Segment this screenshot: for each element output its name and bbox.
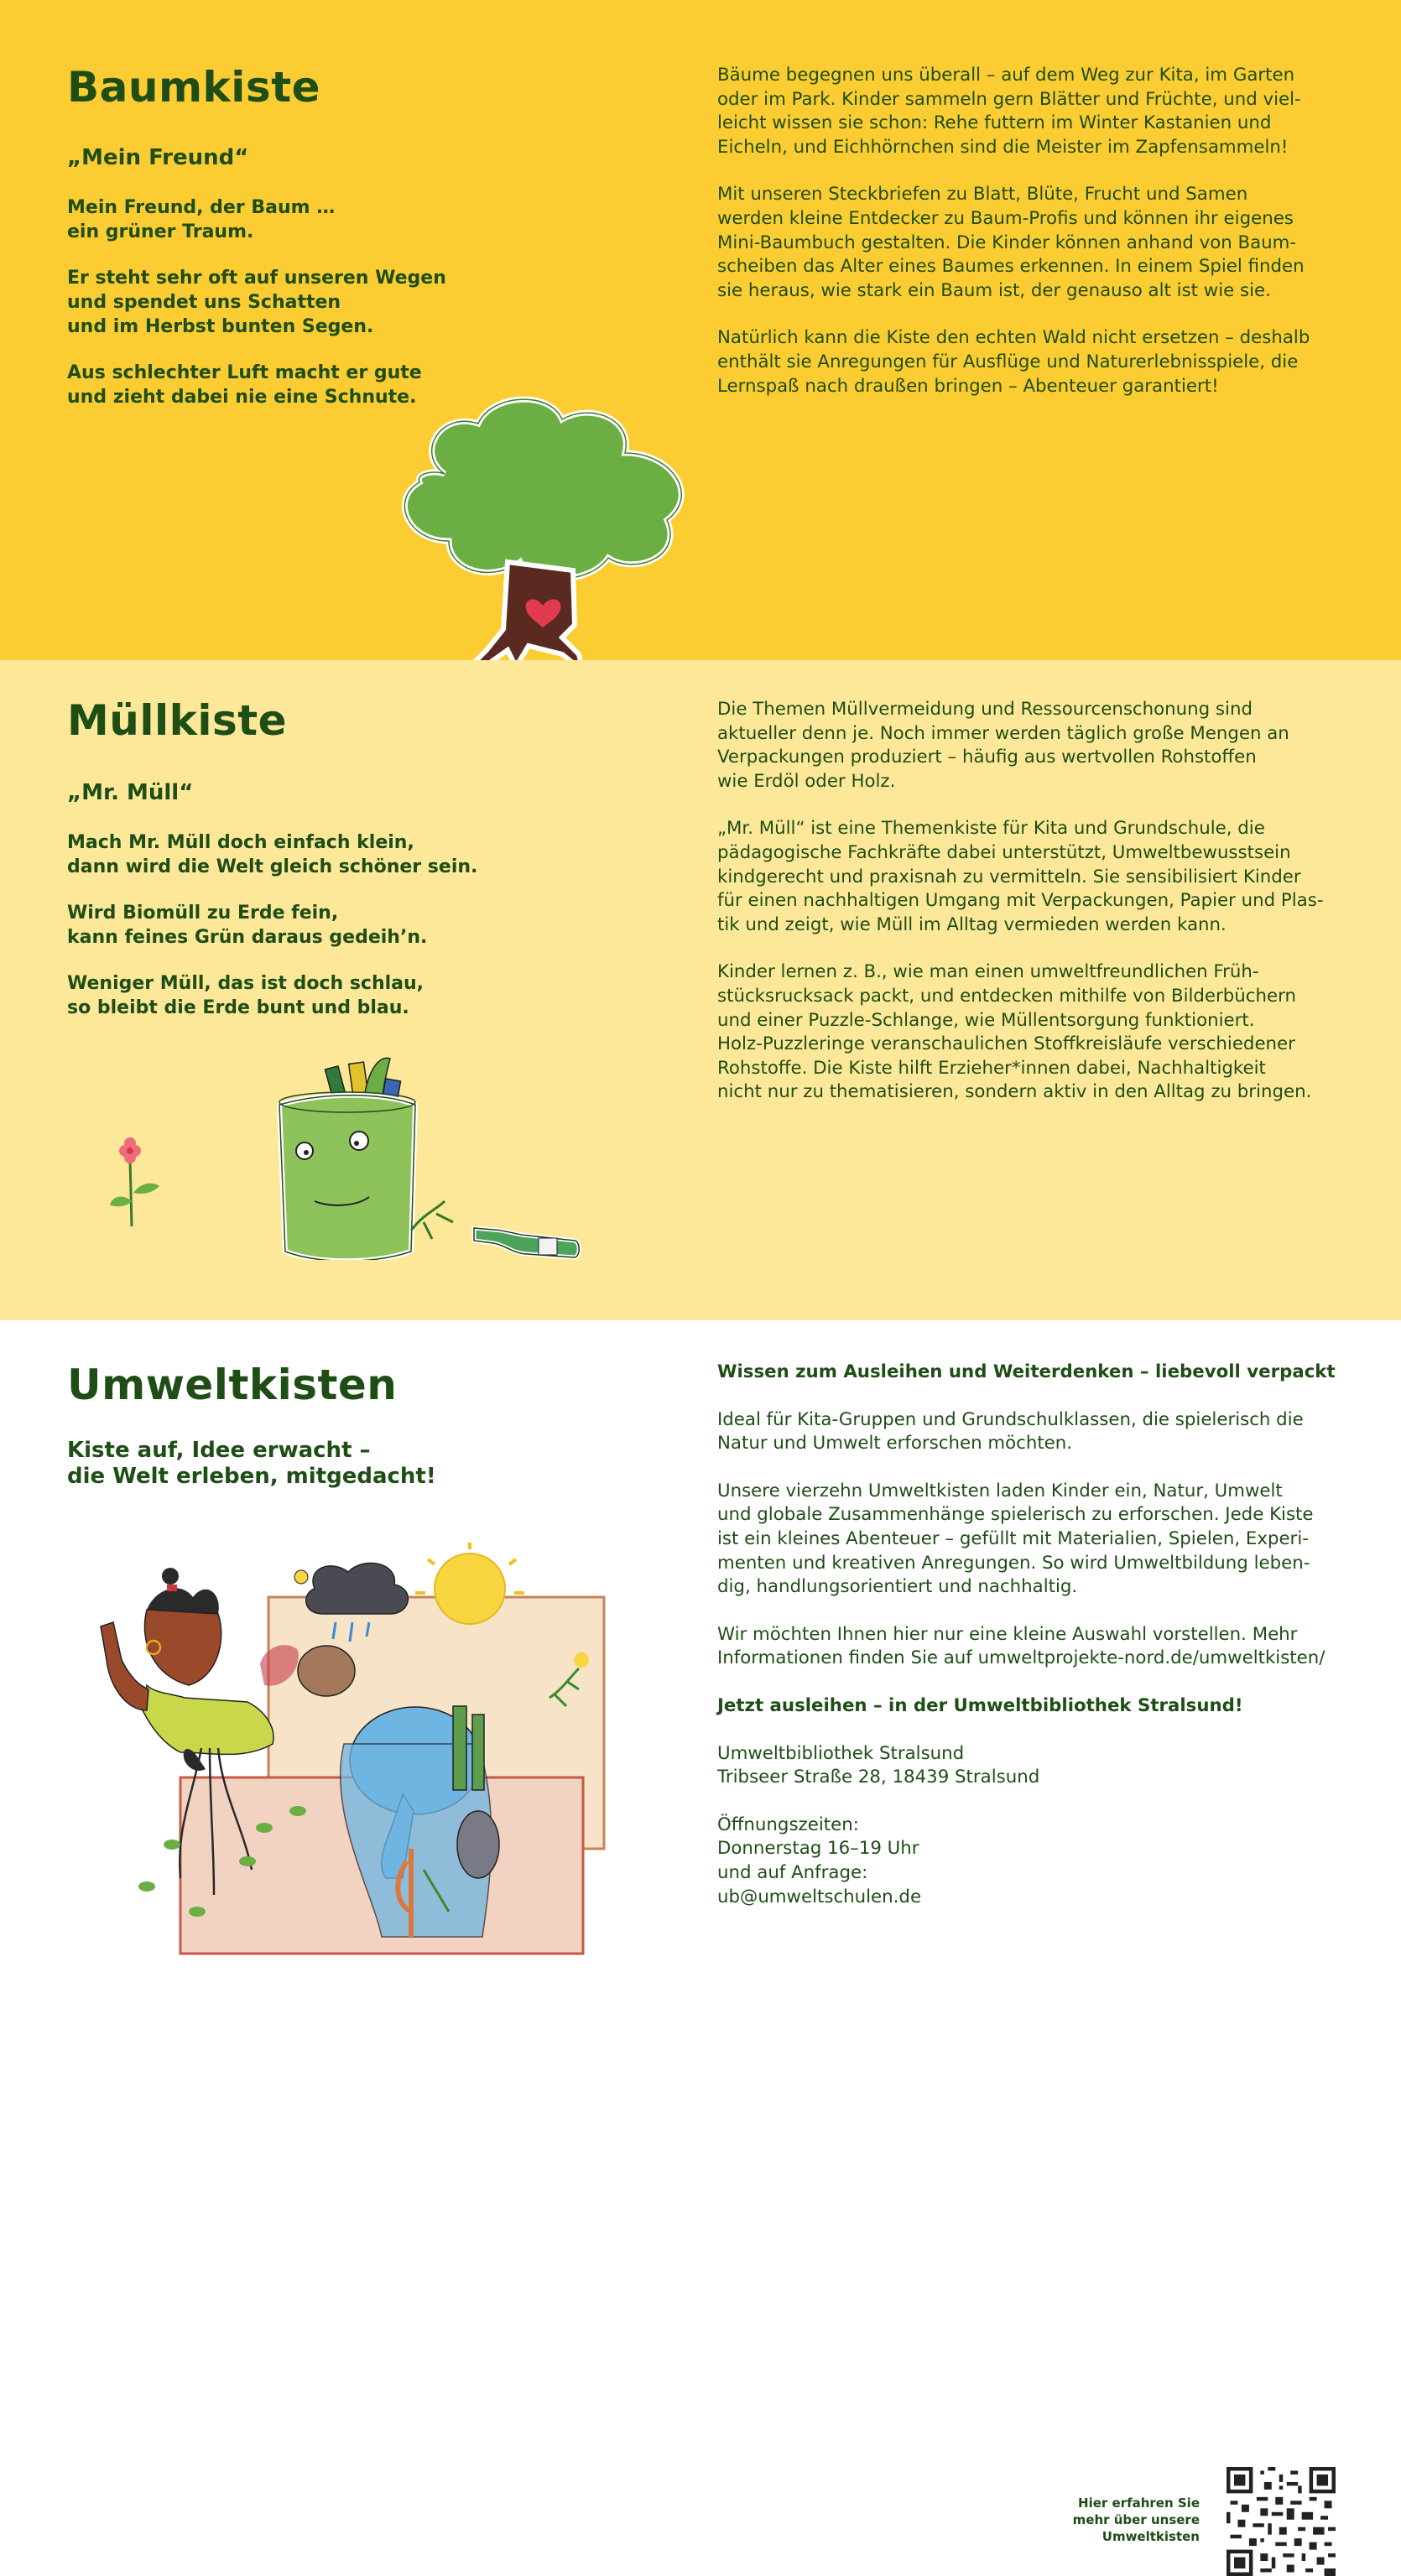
umweltkisten-section <box>0 1320 1401 2544</box>
poem-stanza: Weniger Müll, das ist doch schlau, so bleibt die Erde bunt und blau. <box>67 973 424 1018</box>
poem-stanza: Mein Freund, der Baum … ein grüner Traum. <box>67 197 336 242</box>
description-paragraph: Mit unseren Steckbriefen zu Blatt, Blüte, Frucht und Samen werden kleine Entdecker zu Baum-Profis und können ihr eigenes Mini-Baumbuch gestalten. Die Kinder können anhand von Baum- scheiben das Alter eines Baumes erkennen. In einem Spiel finden sie heraus, wie stark ein Baum ist, der genauso alt ist wie sie. <box>717 184 1305 301</box>
umweltkisten-headline: Wissen zum Ausleihen und Weiterdenken – liebevoll verpackt <box>717 1361 1336 1382</box>
description-paragraph: Kinder lernen z. B., wie man einen umweltfreundlichen Früh- stücksrucksack packt, und entdecken mithilfe von Bilderbüchern und einer Puzzle-Schlange, wie Müllentsorgung funktioniert. Holz-Puzzleringe veranschaulichen Stoffkreisläufe verschiedener Rohstoffe. Die Kiste hilft Erzieher*innen dabei, Nachhaltigkeit nicht nur zu thematisieren, sondern aktiv in den Alltag zu bringen. <box>717 961 1312 1103</box>
baumkiste-poem <box>67 195 654 409</box>
muellkiste-left-column <box>67 696 654 1042</box>
opening-hours: Öffnungszeiten: Donnerstag 16–19 Uhr und auf Anfrage: ub@umweltschulen.de <box>717 1814 922 1907</box>
description-paragraph: Die Themen Müllvermeidung und Ressourcenschonung sind aktueller denn je. Noch immer werden täglich große Mengen an Verpackungen produziert – häufig aus wertvollen Rohstoffen wie Erdöl oder Holz. <box>717 699 1289 792</box>
muellkiste-poem <box>67 830 654 1020</box>
poem-stanza: Aus schlechter Luft macht er gute und zieht dabei nie eine Schnute. <box>67 362 422 408</box>
qr-caption: Hier erfahren Sie mehr über unsere Umweltkisten <box>1072 2495 1200 2544</box>
description-paragraph: „Mr. Müll“ ist eine Themenkiste für Kita und Grundschule, die pädagogische Fachkräfte dabei unterstützt, Umweltbewusstsein kindgerecht und praxisnah zu vermitteln. Sie sensibilisiert Kinder für einen nachhaltigen Umgang mit Verpackungen, Papier und Plas- tik und zeigt, wie Müll im Alltag vermieden werden kann. <box>717 818 1324 935</box>
umweltkisten-title: Umweltkisten <box>67 1361 398 1409</box>
trash-can-drawing <box>264 1042 466 1260</box>
library-address: Umweltbibliothek Stralsund Tribseer Straße 28, 18439 Stralsund <box>717 1742 1040 1788</box>
muellkiste-description <box>717 698 1338 1128</box>
poem-stanza: Er steht sehr oft auf unseren Wegen und spendet uns Schatten und im Herbst bunten Segen. <box>67 268 446 337</box>
baumkiste-description <box>717 64 1338 422</box>
muellkiste-subtitle: „Mr. Müll“ <box>67 780 194 805</box>
baumkiste-subtitle: „Mein Freund“ <box>67 145 249 170</box>
baumkiste-left-column <box>67 63 654 431</box>
baumkiste-title: Baumkiste <box>67 63 321 112</box>
description-paragraph: Unsere vierzehn Umweltkisten laden Kinder ein, Natur, Umwelt und globale Zusammenhänge spielerisch zu erforschen. Jede Kiste ist ein kleines Abenteuer – gefüllt mit Materialien, Spielen, Experi- menten und kreativen Anregungen. So wird Umweltbildung leben- dig, handlungsorientiert und nachhaltig. <box>717 1480 1314 1598</box>
umweltkisten-description <box>717 1361 1338 1933</box>
description-paragraph: Ideal für Kita-Gruppen und Grundschulklassen, die spielerisch die Natur und Umwelt erforschen möchten. <box>717 1408 1304 1455</box>
tree-trunk <box>461 562 583 675</box>
call-to-action: Jetzt ausleihen – in der Umweltbibliothek Stralsund! <box>717 1694 1243 1716</box>
umweltkisten-subtitle: Kiste auf, Idee erwacht – die Welt erleben, mitgedacht! <box>67 1438 436 1489</box>
qr-code[interactable] <box>1227 2467 1336 2576</box>
trash-can-body <box>279 1095 415 1260</box>
tree-drawing <box>382 394 705 692</box>
muellkiste-section <box>0 660 1401 1320</box>
baumkiste-section <box>0 0 1401 660</box>
poem-stanza: Mach Mr. Müll doch einfach klein, dann wird die Welt gleich schöner sein. <box>67 832 478 877</box>
bottle-drawing <box>470 1218 583 1264</box>
umweltkiste-drawing <box>96 1543 608 1979</box>
umweltkisten-left-column <box>67 1361 654 1515</box>
flower-drawing <box>105 1134 172 1231</box>
poem-stanza: Wird Biomüll zu Erde fein, kann feines Grün daraus gedeih’n. <box>67 903 428 948</box>
description-paragraph: Natürlich kann die Kiste den echten Wald nicht ersetzen – deshalb enthält sie Anregungen für Ausflüge und Naturerlebnisspiele, die Lernspaß nach draußen bringen – Abenteuer garantiert! <box>717 327 1310 397</box>
description-paragraph: Bäume begegnen uns überall – auf dem Weg zur Kita, im Garten oder im Park. Kinder sammeln gern Blätter und Früchte, und viel- leicht wissen sie schon: Rehe futtern im Winter Kastanien und Eicheln, und Eichhörnchen sind die Meister im Zapfensammeln! <box>717 65 1301 158</box>
muellkiste-title: Müllkiste <box>67 696 288 745</box>
description-paragraph: Wir möchten Ihnen hier nur eine kleine Auswahl vorstellen. Mehr Informationen finden Sie auf umweltprojekte-nord.de/umweltkisten/ <box>717 1623 1325 1669</box>
